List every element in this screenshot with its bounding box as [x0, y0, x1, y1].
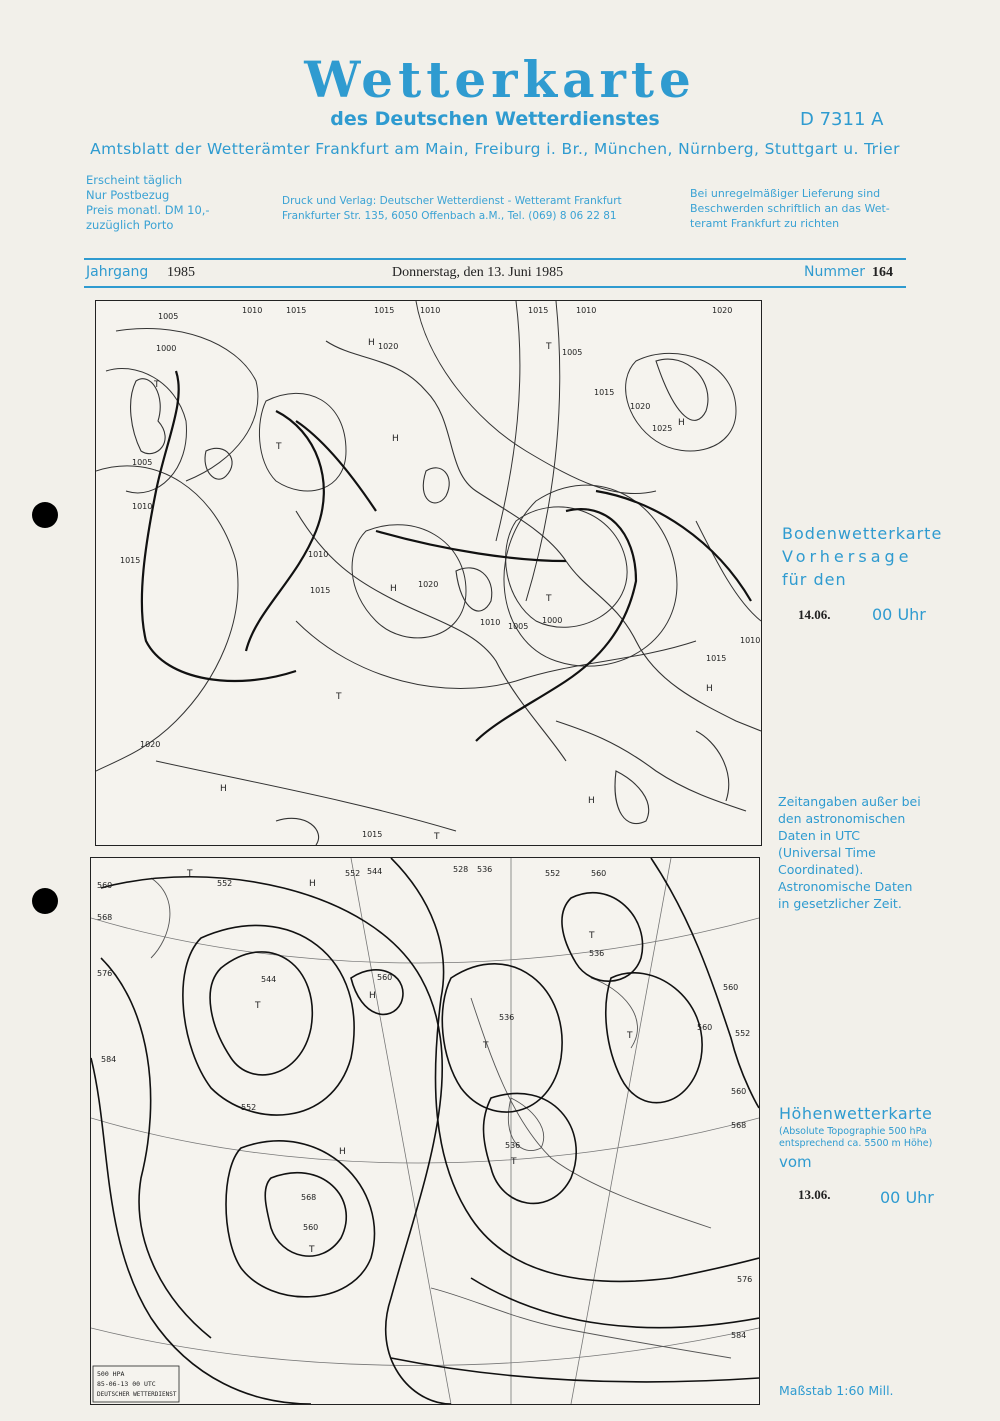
contour-label: 552: [217, 879, 233, 888]
info-line: zuzüglich Porto: [86, 218, 174, 232]
pressure-center-label: H: [588, 796, 595, 806]
contour-label: 560: [591, 869, 607, 878]
note-line: Zeitangaben außer bei: [778, 794, 921, 809]
isobar-label: 1020: [712, 306, 733, 315]
masthead-title: Wetterkarte: [304, 50, 696, 109]
isobar-label: 1005: [132, 458, 153, 467]
contour-label: 584: [731, 1331, 747, 1340]
pressure-center-label: T: [546, 594, 552, 604]
surface-map-title: [782, 522, 942, 591]
isobar-label: 1010: [576, 306, 597, 315]
isobar-label: 1015: [528, 306, 549, 315]
pressure-center-label: H: [220, 784, 227, 794]
amtsblatt-line: Amtsblatt der Wetterämter Frankfurt am Main, Freiburg i. Br., München, Nürnberg, Stuttgart u. Trier: [90, 140, 900, 158]
note-line: Daten in UTC: [778, 828, 860, 843]
note-line: den astronomischen: [778, 811, 906, 826]
masthead-subtitle: des Deutschen Wetterdienstes: [330, 108, 660, 130]
upper-air-map: [90, 857, 760, 1405]
contour-label: 552: [545, 869, 561, 878]
pressure-center-label: H: [390, 584, 397, 594]
contour-label: 568: [731, 1121, 747, 1130]
contour-label: 536: [505, 1141, 521, 1150]
surface-map-time: 00 Uhr: [872, 605, 926, 624]
info-line: Druck und Verlag: Deutscher Wetterdienst - Wetteramt Frankfurt: [282, 195, 622, 207]
jahrgang-value: 1985: [167, 265, 195, 280]
surface-title-line: Vorhersage: [782, 547, 913, 566]
contour-label: 560: [303, 1223, 319, 1232]
isobar-label: 1010: [480, 618, 501, 627]
isobar-label: 1010: [420, 306, 441, 315]
isobar-label: 1020: [630, 402, 651, 411]
complaint-info: [690, 186, 890, 231]
pressure-center-label: H: [309, 879, 316, 889]
isobar-label: 1020: [418, 580, 439, 589]
time-note: [778, 793, 921, 912]
info-line: Preis monatl. DM 10,-: [86, 203, 210, 217]
contour-label: 568: [97, 913, 113, 922]
stamp-line: 500 HPA: [97, 1370, 125, 1378]
isobar-label: 1005: [562, 348, 583, 357]
contour-label: 544: [367, 867, 383, 876]
issue-date: Donnerstag, den 13. Juni 1985: [392, 265, 564, 280]
upper-contours: [91, 858, 759, 1404]
note-line: in gesetzlicher Zeit.: [778, 896, 902, 911]
surface-map-labels: [120, 306, 760, 839]
pressure-center-label: H: [339, 1147, 346, 1157]
isobar-label: 1010: [308, 550, 329, 559]
info-line: Frankfurter Str. 135, 6050 Offenbach a.M., Tel. (069) 8 06 22 81: [282, 210, 617, 222]
isobar-label: 1015: [120, 556, 141, 565]
pressure-center-label: H: [368, 338, 375, 348]
contour-label: 560: [97, 881, 113, 890]
contour-label: 560: [377, 973, 393, 982]
contour-label: 576: [97, 969, 113, 978]
upper-graticule: [91, 858, 759, 1404]
nummer-value: 164: [872, 265, 893, 280]
pressure-center-label: T: [589, 931, 595, 941]
contour-label: 536: [589, 949, 605, 958]
isobar-label: 1005: [158, 312, 179, 321]
contour-label: 560: [697, 1023, 713, 1032]
surface-pressure-centers: [153, 338, 713, 842]
info-line: Beschwerden schriftlich an das Wet-: [690, 202, 890, 215]
pressure-center-label: T: [154, 380, 160, 390]
pressure-center-label: T: [483, 1041, 489, 1051]
info-line: teramt Frankfurt zu richten: [690, 217, 840, 230]
contour-label: 544: [261, 975, 277, 984]
pressure-center-label: T: [627, 1031, 633, 1041]
isobar-label: 1015: [362, 830, 383, 839]
contour-label: 552: [241, 1103, 257, 1112]
upper-pressure-centers: [186, 869, 633, 1255]
surface-map-date: 14.06.: [798, 607, 831, 622]
upper-map-drawing: [91, 858, 759, 1404]
surface-title-line: Bodenwetterkarte: [782, 524, 943, 543]
isobar-label: 1015: [286, 306, 307, 315]
isobar-label: 1020: [378, 342, 399, 351]
isobar-label: 1015: [310, 586, 331, 595]
pressure-center-label: T: [276, 442, 282, 452]
subscription-info: [86, 173, 210, 233]
pressure-center-label: T: [187, 869, 193, 879]
contour-label: 528: [453, 865, 469, 874]
contour-label: 560: [731, 1087, 747, 1096]
nummer-label: Nummer: [804, 264, 865, 280]
contour-label: 584: [101, 1055, 117, 1064]
isobar-label: 1015: [594, 388, 615, 397]
upper-subtitle-line: entsprechend ca. 5500 m Höhe): [779, 1138, 933, 1149]
pressure-center-label: H: [369, 991, 376, 1001]
surface-weather-map: [95, 300, 762, 846]
document-number: D 7311 A: [800, 109, 884, 130]
pressure-center-label: H: [392, 434, 399, 444]
issue-rule-bottom: [84, 286, 906, 288]
stamp-line: 85-06-13 00 UTC: [97, 1380, 156, 1388]
upper-map-title: Höhenwetterkarte: [779, 1104, 933, 1123]
isobar-label: 1015: [706, 654, 727, 663]
punch-hole: [32, 502, 58, 528]
isobar-label: 1020: [140, 740, 161, 749]
pressure-center-label: T: [546, 342, 552, 352]
contour-label: 568: [301, 1193, 317, 1202]
surface-title-line: für den: [782, 570, 847, 589]
contour-label: 576: [737, 1275, 753, 1284]
upper-map-vom: vom: [779, 1153, 812, 1171]
info-line: Nur Postbezug: [86, 188, 170, 202]
surface-map-drawing: [96, 301, 761, 845]
isobar-label: 1010: [740, 636, 761, 645]
upper-map-stamp: [93, 1366, 179, 1402]
pressure-center-label: T: [255, 1001, 261, 1011]
contour-label: 552: [345, 869, 361, 878]
stamp-line: DEUTSCHER WETTERDIENST: [97, 1391, 177, 1398]
isobar-label: 1005: [508, 622, 529, 631]
pressure-center-label: T: [309, 1245, 315, 1255]
pressure-center-label: H: [678, 418, 685, 428]
contour-label: 536: [477, 865, 493, 874]
isobar-label: 1025: [652, 424, 673, 433]
surface-isobars: [96, 301, 761, 831]
note-line: Astronomische Daten: [778, 879, 913, 894]
upper-map-date: 13.06.: [798, 1187, 831, 1202]
note-line: (Universal Time: [778, 845, 876, 860]
pressure-center-label: T: [336, 692, 342, 702]
pressure-center-label: T: [434, 832, 440, 842]
publisher-info: [282, 194, 622, 224]
isobar-label: 1010: [132, 502, 153, 511]
contour-label: 560: [723, 983, 739, 992]
surface-coastlines: [131, 341, 761, 845]
info-line: Erscheint täglich: [86, 173, 183, 187]
note-line: Coordinated).: [778, 862, 864, 877]
contour-label: 552: [735, 1029, 751, 1038]
contour-label: 536: [499, 1013, 515, 1022]
pressure-center-label: T: [511, 1157, 517, 1167]
isobar-label: 1000: [156, 344, 177, 353]
isobar-label: 1000: [542, 616, 563, 625]
map-scale: Maßstab 1:60 Mill.: [779, 1383, 894, 1398]
upper-map-time: 00 Uhr: [880, 1188, 934, 1207]
jahrgang-label: Jahrgang: [86, 264, 149, 280]
upper-subtitle-line: (Absolute Topographie 500 hPa: [779, 1126, 927, 1137]
upper-map-subtitle: [779, 1126, 932, 1150]
pressure-center-label: H: [706, 684, 713, 694]
issue-rule-top: [84, 258, 906, 260]
info-line: Bei unregelmäßiger Lieferung sind: [690, 187, 881, 200]
punch-hole: [32, 888, 58, 914]
isobar-label: 1015: [374, 306, 395, 315]
isobar-label: 1010: [242, 306, 263, 315]
